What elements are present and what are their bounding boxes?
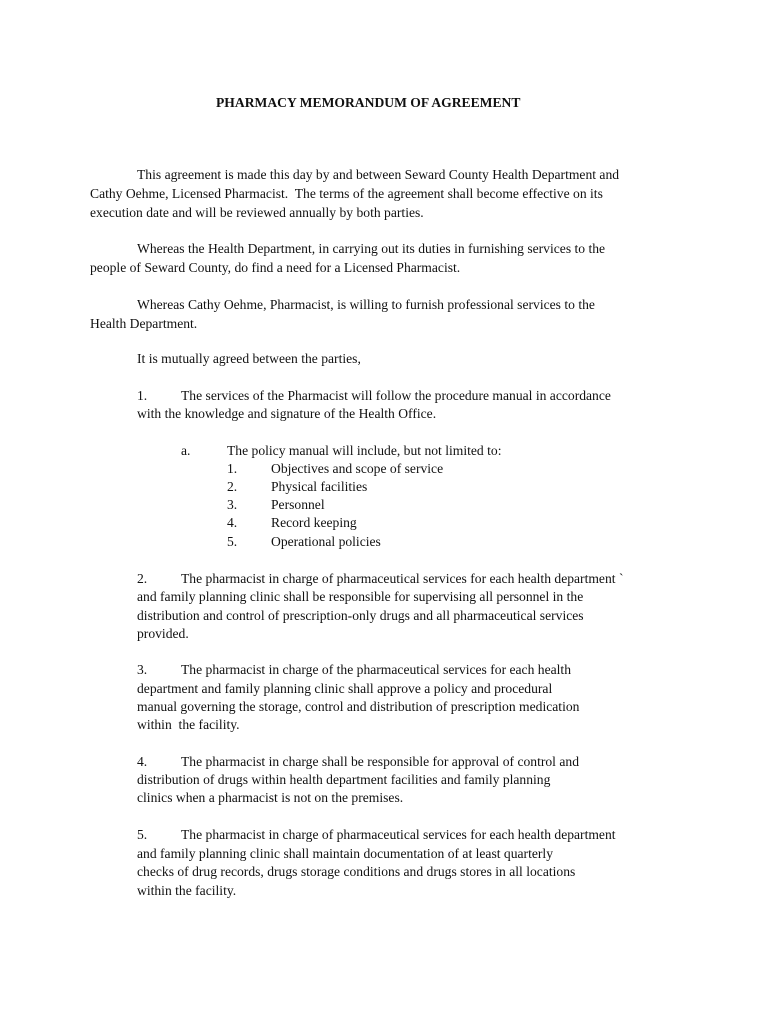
item4-line-2: distribution of drugs within health department facilities and family planning <box>137 772 551 787</box>
item5-number: 5. <box>137 827 148 842</box>
item5-line-3: checks of drug records, drugs storage conditions and drugs stores in all locations <box>137 864 576 879</box>
item2-line-3: distribution and control of prescription-only drugs and all pharmaceutical services <box>137 608 584 623</box>
item2-number: 2. <box>137 571 148 586</box>
policy-entry-number: 2. <box>227 479 238 494</box>
policy-entry-number: 5. <box>227 534 238 549</box>
item2-line-2: and family planning clinic shall be responsible for supervising all personnel in the <box>137 589 584 604</box>
item1-number: 1. <box>137 388 148 403</box>
policy-entry-number: 1. <box>227 461 238 476</box>
agreed-line: It is mutually agreed between the parties, <box>137 351 361 366</box>
item5-line-4: within the facility. <box>137 883 237 898</box>
whereas2-line-2: Health Department. <box>90 316 198 331</box>
subitem-a-text: The policy manual will include, but not limited to: <box>227 443 502 458</box>
intro-line-1: This agreement is made this day by and between Seward County Health Department and <box>137 167 620 182</box>
intro-line-2: Cathy Oehme, Licensed Pharmacist. The terms of the agreement shall become effective on its <box>90 186 603 201</box>
policy-entry-number: 3. <box>227 497 238 512</box>
subitem-a-letter: a. <box>181 443 191 458</box>
item2-line-4: provided. <box>137 626 189 641</box>
item3-number: 3. <box>137 662 148 677</box>
item4-line-1: The pharmacist in charge shall be responsible for approval of control and <box>181 754 579 769</box>
item3-line-3: manual governing the storage, control and distribution of prescription medication <box>137 699 580 714</box>
policy-entry-number: 4. <box>227 515 238 530</box>
item1-line-2: with the knowledge and signature of the Health Office. <box>137 406 437 421</box>
item5-line-2: and family planning clinic shall maintain documentation of at least quarterly <box>137 846 553 861</box>
whereas2-line-1: Whereas Cathy Oehme, Pharmacist, is willing to furnish professional services to the <box>137 297 595 312</box>
item3-line-1: The pharmacist in charge of the pharmaceutical services for each health <box>181 662 572 677</box>
item3-line-2: department and family planning clinic shall approve a policy and procedural <box>137 681 553 696</box>
policy-entry-text: Physical facilities <box>271 479 368 494</box>
whereas1-line-2: people of Seward County, do find a need for a Licensed Pharmacist. <box>90 260 461 275</box>
whereas1-line-1: Whereas the Health Department, in carrying out its duties in furnishing services to the <box>137 241 606 256</box>
item4-line-3: clinics when a pharmacist is not on the premises. <box>137 790 404 805</box>
intro-line-3: execution date and will be reviewed annually by both parties. <box>90 205 424 220</box>
policy-entry-text: Operational policies <box>271 534 381 549</box>
item3-line-4: within the facility. <box>137 717 240 732</box>
page-title: PHARMACY MEMORANDUM OF AGREEMENT <box>216 95 521 110</box>
policy-entry-text: Objectives and scope of service <box>271 461 444 476</box>
item1-line-1: The services of the Pharmacist will follow the procedure manual in accordance <box>181 388 611 403</box>
item5-line-1: The pharmacist in charge of pharmaceutical services for each health department <box>181 827 616 842</box>
item4-number: 4. <box>137 754 148 769</box>
policy-entry-text: Record keeping <box>271 515 357 530</box>
item2-line-1: The pharmacist in charge of pharmaceutical services for each health department ` <box>181 571 624 586</box>
policy-entry-text: Personnel <box>271 497 325 512</box>
